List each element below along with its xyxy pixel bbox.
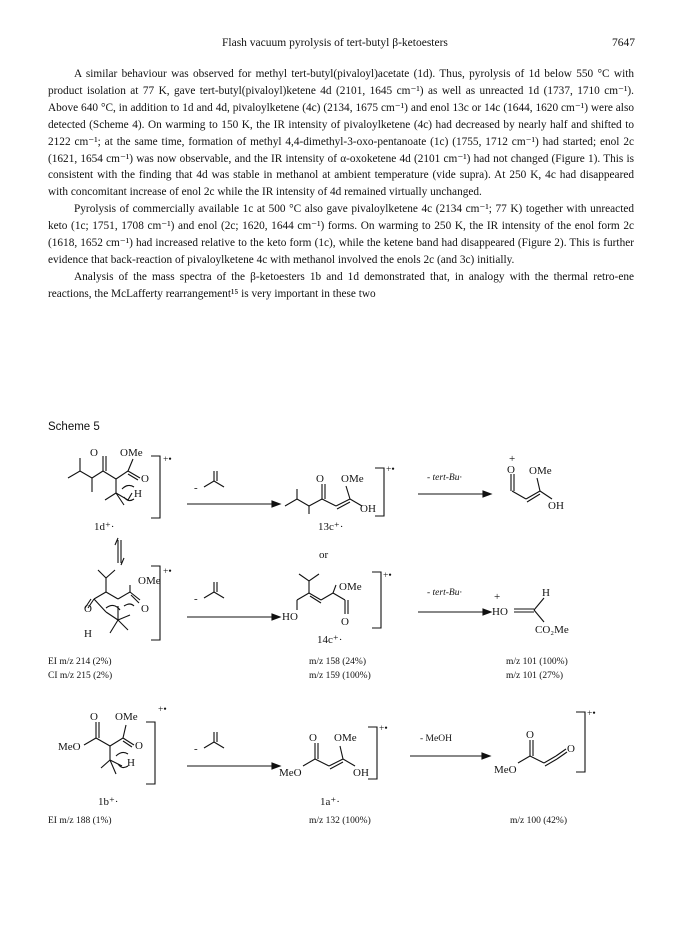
minus-sign: - [194, 593, 198, 605]
radical-cation: +• [383, 571, 392, 581]
compound-1a: 1a⁺· [320, 796, 340, 808]
atom-H: H [127, 757, 135, 769]
atom-O: O [316, 473, 324, 485]
ms-ei-1d: EI m/z 214 (2%) [48, 657, 112, 667]
atom-O: O [135, 740, 143, 752]
arrowhead [483, 491, 491, 497]
structure-1b [84, 722, 155, 784]
running-title: Flash vacuum pyrolysis of tert-butyl β-ketoesters [222, 37, 448, 49]
atom-H: H [542, 587, 550, 599]
atom-OMe: OMe [339, 581, 362, 593]
atom-O: O [141, 473, 149, 485]
structure-oxocarbenium-101 [514, 598, 544, 622]
reagent-meoh: - MeOH [420, 734, 452, 744]
structure-ketene-100 [518, 712, 585, 772]
atom-H: H [134, 488, 142, 500]
isobutene [204, 471, 224, 487]
arrowhead [272, 501, 280, 507]
minus-sign: - [194, 482, 198, 494]
atom-plus: + [494, 591, 501, 603]
ms-101a: m/z 101 (100%) [506, 657, 568, 667]
compound-13c: 13c⁺· [318, 521, 344, 533]
atom-O: O [507, 464, 515, 476]
radical-cation: +• [158, 705, 167, 715]
page-number: 7647 [612, 37, 635, 49]
atom-OMe: OMe [529, 465, 552, 477]
radical-cation: +• [163, 455, 172, 465]
atom-OMe: OMe [138, 575, 161, 587]
or-label: or [319, 549, 329, 561]
compound-1d: 1d⁺· [94, 521, 115, 533]
atom-plus: + [509, 453, 516, 465]
radical-cation: +• [587, 709, 596, 719]
atom-MeO: MeO [58, 741, 81, 753]
ms-ei-1b: EI m/z 188 (1%) [48, 816, 112, 826]
atom-OMe: OMe [120, 447, 143, 459]
atom-OH: OH [360, 503, 376, 515]
radical-cation: +• [386, 465, 395, 475]
structure-acylium-101 [511, 474, 552, 502]
scheme-label: Scheme 5 [48, 421, 100, 433]
equilibrium-arrow [115, 538, 124, 565]
atom-OH: OH [353, 767, 369, 779]
atom-O: O [90, 711, 98, 723]
atom-H: H [84, 628, 92, 640]
reagent-tbu: - tert-Bu· [427, 588, 462, 598]
atom-OMe: OMe [115, 711, 138, 723]
atom-O: O [526, 729, 534, 741]
arrowhead [482, 753, 490, 759]
atom-O: O [309, 732, 317, 744]
atom-MeO: MeO [279, 767, 302, 779]
minus-sign: - [194, 743, 198, 755]
compound-1b: 1b⁺· [98, 796, 119, 808]
ms-159: m/z 159 (100%) [309, 671, 371, 681]
atom-O: O [84, 603, 92, 615]
paragraph-3: Analysis of the mass spectra of the β-ketoesters 1b and 1d demonstrated that, in analogy with the thermal retro-ene reactions, the McLafferty rearrangement¹⁵ is very important in these two [48, 270, 634, 300]
atom-HO: HO [492, 606, 508, 618]
atom-OMe: OMe [334, 732, 357, 744]
reagent-tbu: - tert-Bu· [427, 473, 462, 483]
arrowhead [483, 609, 491, 615]
ms-132: m/z 132 (100%) [309, 816, 371, 826]
ms-ci-1d: CI m/z 215 (2%) [48, 671, 113, 681]
ms-100: m/z 100 (42%) [510, 816, 567, 826]
atom-O: O [90, 447, 98, 459]
arrowhead [272, 614, 280, 620]
isobutene [204, 582, 224, 598]
ms-158: m/z 158 (24%) [309, 657, 366, 667]
atom-O: O [141, 603, 149, 615]
isobutene [204, 732, 224, 748]
paragraph-2: Pyrolysis of commercially available 1c at 500 °C also gave pivaloylketene 4c (2134 cm⁻¹; 77 K) together with unreacted keto (1c; 1751, 1708 cm⁻¹) and enol (2c; 1620, 1644 cm⁻¹) forms. On warming to 250 K, the IR intensity of the enol form 2c (1618, 1652 cm⁻¹) had increased relative to the keto form (1c), while the ketene band had disappeared (Figure 2). This is further evidence that back-reaction of pivaloylketene 4c with methanol involved the enols 2c (and 3c) initially. [48, 203, 634, 266]
atom-OMe: OMe [341, 473, 364, 485]
atom-O: O [341, 616, 349, 628]
atom-CO2Me: CO₂Me [535, 624, 569, 636]
ms-101b: m/z 101 (27%) [506, 671, 563, 681]
paragraph-1: A similar behaviour was observed for methyl tert-butyl(pivaloyl)acetate (1d). Thus, pyrolysis of 1d below 550 °C with product isolation at 77 K, gave tert-butyl(pivaloyl)ketene 4d (2101, 1645 cm⁻¹) as well as unreacted 1d (1737, 1710 cm⁻¹). Above 640 °C, in addition to 1d and 4d, pivaloylketene (4c) (2134, 1675 cm⁻¹) and enol 13c or 14c (1644, 1620 cm⁻¹) were also detected (Scheme 4). On warming to 150 K, the IR intensity of pivaloylketene (4c) had decreased by nearly half and shifted to 2122 cm⁻¹; at the same time, formation of methyl 4,4-dimethyl-3-oxo-pentanoate (1c) (1755, 1712 cm⁻¹) had started; enol 2c (1621, 1654 cm⁻¹) was now observable, and the IR intensity of α-oxoketene 4d (2101 cm⁻¹) had not changed (Figure 1). This is consistent with the finding that 4d was stable in methanol at ambient temperature (vide supra). At 250 K, 4c had disappeared with concomitant increase of enol 2c while the IR intensity of 4d remained virtually unchanged. [48, 68, 634, 199]
compound-14c: 14c⁺· [317, 634, 343, 646]
atom-MeO: MeO [494, 764, 517, 776]
radical-cation: +• [379, 724, 388, 734]
structure-1d [68, 456, 160, 518]
atom-OH: OH [548, 500, 564, 512]
atom-O: O [567, 743, 575, 755]
atom-HO: HO [282, 611, 298, 623]
radical-cation: +• [163, 567, 172, 577]
